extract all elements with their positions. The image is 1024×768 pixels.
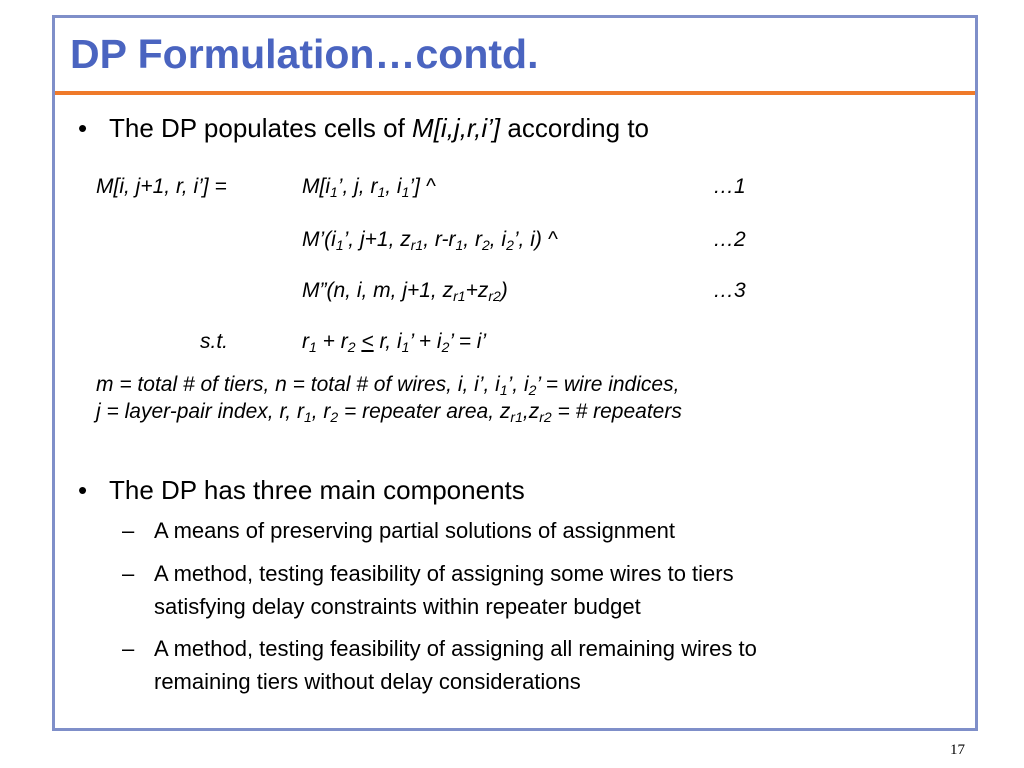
- dash-glyph: –: [122, 636, 135, 661]
- equation-ref-3: …3: [713, 279, 746, 302]
- equation-ref-1: …1: [713, 175, 746, 198]
- cell-notation: M[i,j,r,i’]: [412, 113, 501, 143]
- definitions-line-1: m = total # of tiers, n = total # of wires, i, i’, $i_1$’, $i_2$’ = wire indices,: [96, 373, 680, 398]
- bullet-glyph: •: [78, 113, 88, 143]
- component-text-line-1: A method, testing feasibility of assigning all remaining wires to: [154, 636, 757, 661]
- component-text-line-2: remaining tiers without delay considerations: [154, 669, 581, 694]
- constraint-label: s.t.: [200, 330, 229, 353]
- component-text-line-2: satisfying delay constraints within repeater budget: [154, 594, 641, 619]
- page-number: 17: [950, 742, 965, 758]
- dash-glyph: –: [122, 561, 135, 586]
- title-divider: [55, 91, 975, 95]
- constraint-expression: $r_1 + r_2 < r$, $i_1$’ + $i_2$’ = i’: [302, 330, 487, 355]
- bullet-tail: according to: [500, 113, 650, 143]
- component-text-line-1: A method, testing feasibility of assigning some wires to tiers: [154, 561, 734, 586]
- bullet-glyph: •: [78, 475, 88, 505]
- equation-ref-2: …2: [713, 228, 746, 251]
- equation-term-3: M”(n, i, m, j+1, $z_{r1}+z_{r2}$): [302, 279, 508, 304]
- equation-lhs: M[i, j+1, r, i’] =: [96, 175, 227, 198]
- slide-title: DP Formulation…contd.: [70, 31, 539, 77]
- definitions-line-2: j = layer-pair index, r, $r_1$, $r_2$ = repeater area, $z_{r1},z_{r2}$ = # repeaters: [96, 400, 682, 425]
- bullet-lead: The DP populates cells of: [109, 113, 413, 143]
- dash-glyph: –: [122, 518, 135, 543]
- bullet-text: The DP has three main components: [109, 475, 525, 505]
- bullet-text: [109, 112, 649, 144]
- equation-term-1: $M[i_1$’, j, $r_1$, $i_1$’] ^: [302, 175, 436, 200]
- equation-term-2: $M’(i_1$’, j+1, $z_{r1}$, $r-r_1$, $r_2$, $i_2$’, i) ^: [302, 228, 558, 253]
- component-text: A means of preserving partial solutions of assignment: [154, 518, 675, 543]
